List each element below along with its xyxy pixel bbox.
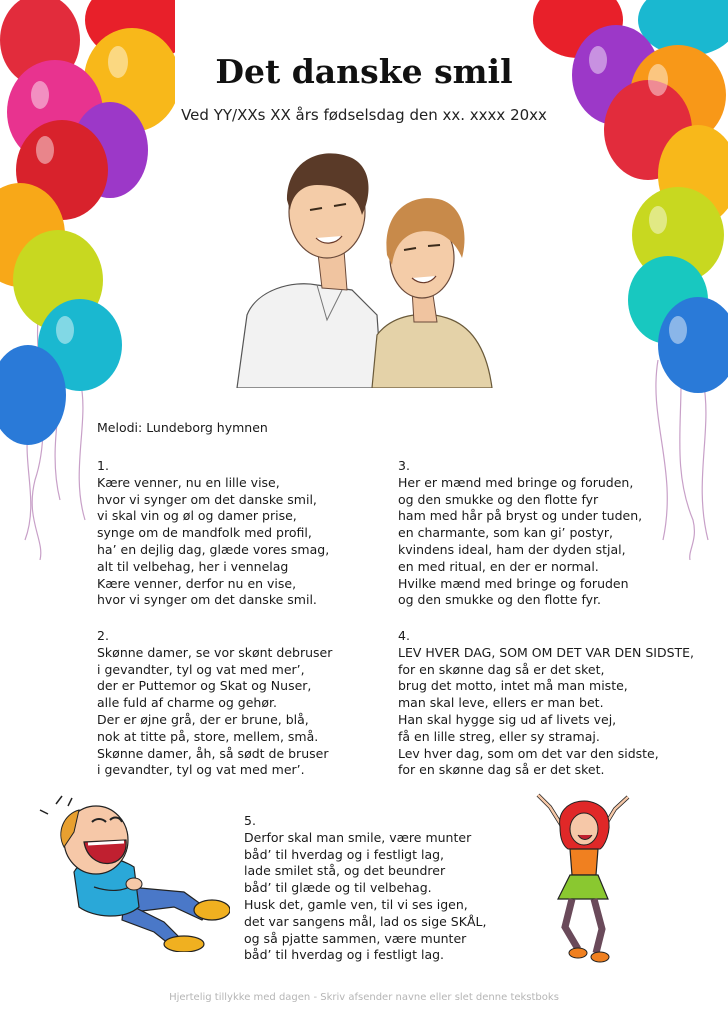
- verse-line: kvindens ideal, ham der dyden stjal,: [398, 541, 626, 557]
- verse-number: 5.: [244, 813, 256, 828]
- laughing-man-illustration: [34, 792, 230, 952]
- verse-line: nok at titte på, store, mellem, små.: [97, 728, 319, 744]
- verse-line: båd’ til glæde og til velbehag.: [244, 880, 432, 896]
- melody-line: Melodi: Lundeborg hymnen: [97, 420, 268, 435]
- verse-line: LEV HVER DAG, SOM OM DET VAR DEN SIDSTE,: [398, 644, 695, 660]
- verse-number: 1.: [97, 458, 109, 473]
- verse-line: der er Puttemor og Skat og Nuser,: [97, 678, 312, 694]
- page-title: Det danske smil: [215, 52, 513, 91]
- verse-line: det var sangens mål, lad os sige SKÅL,: [244, 913, 487, 929]
- verse-line: Der er øjne grå, der er brune, blå,: [97, 711, 309, 727]
- verse-number: 3.: [398, 458, 410, 473]
- verse-line: båd’ til hverdag og i festligt lag,: [244, 846, 445, 862]
- verse-line: man skal leve, ellers er man bet.: [398, 695, 604, 711]
- verse-line: Lev hver dag, som om det var den sidste,: [398, 745, 659, 761]
- verse-line: hvor vi synger om det danske smil,: [97, 491, 317, 507]
- verse-line: brug det motto, intet må man miste,: [398, 678, 628, 694]
- verse-number: 2.: [97, 628, 109, 643]
- verse-line: for en skønne dag så er det sket,: [398, 661, 605, 677]
- verse-line: og så pjatte sammen, være munter: [244, 930, 467, 946]
- verse-line: Hvilke mænd med bringe og foruden: [398, 575, 629, 591]
- verse-line: en charmante, som kan gi’ postyr,: [398, 525, 614, 541]
- verse-4: [398, 628, 694, 779]
- verse-line: i gevandter, tyl og vat med mer’.: [97, 762, 305, 778]
- verse-line: få en lille streg, eller sy stramaj.: [398, 728, 600, 744]
- verse-line: Husk det, gamle ven, til vi ses igen,: [244, 896, 468, 912]
- verse-3: [398, 458, 642, 609]
- verse-line: lade smilet stå, og det beundrer: [244, 863, 446, 879]
- verse-line: og den smukke og den flotte fyr.: [398, 592, 601, 608]
- verse-line: en med ritual, en der er normal.: [398, 558, 599, 574]
- verse-1: [97, 458, 329, 609]
- verse-line: alt til velbehag, her i vennelag: [97, 558, 289, 574]
- footer-note: Hjertelig tillykke med dagen - Skriv afsender navne eller slet denne tekstboks: [169, 992, 559, 1003]
- verse-line: Skønne damer, åh, så sødt de bruser: [97, 745, 329, 761]
- verse-line: Kære venner, derfor nu en vise,: [97, 575, 297, 591]
- verse-number: 4.: [398, 628, 410, 643]
- verse-line: Her er mænd med bringe og foruden,: [398, 474, 634, 490]
- verse-line: Kære venner, nu en lille vise,: [97, 474, 280, 490]
- verse-5: [244, 813, 486, 964]
- verse-line: Skønne damer, se vor skønt debruser: [97, 644, 333, 660]
- page-subtitle: Ved YY/XXs XX års fødselsdag den xx. xxxx 20xx: [181, 106, 547, 124]
- verse-line: i gevandter, tyl og vat med mer’,: [97, 661, 305, 677]
- verse-line: vi skal vin og øl og damer prise,: [97, 508, 297, 524]
- verse-line: alle fuld af charme og gehør.: [97, 695, 277, 711]
- verse-line: Derfor skal man smile, være munter: [244, 829, 472, 845]
- verse-line: båd’ til hverdag og i festligt lag.: [244, 947, 445, 963]
- dancing-girl-illustration: [530, 787, 640, 967]
- verse-line: hvor vi synger om det danske smil.: [97, 592, 317, 608]
- verse-2: [97, 628, 332, 779]
- verse-line: ha’ en dejlig dag, glæde vores smag,: [97, 541, 330, 557]
- couple-illustration: [232, 140, 497, 388]
- verse-line: for en skønne dag så er det sket.: [398, 762, 605, 778]
- verse-line: Han skal hygge sig ud af livets vej,: [398, 711, 617, 727]
- verse-line: ham med hår på bryst og under tuden,: [398, 508, 643, 524]
- verse-line: synge om de mandfolk med profil,: [97, 525, 312, 541]
- verse-line: og den smukke og den flotte fyr: [398, 491, 599, 507]
